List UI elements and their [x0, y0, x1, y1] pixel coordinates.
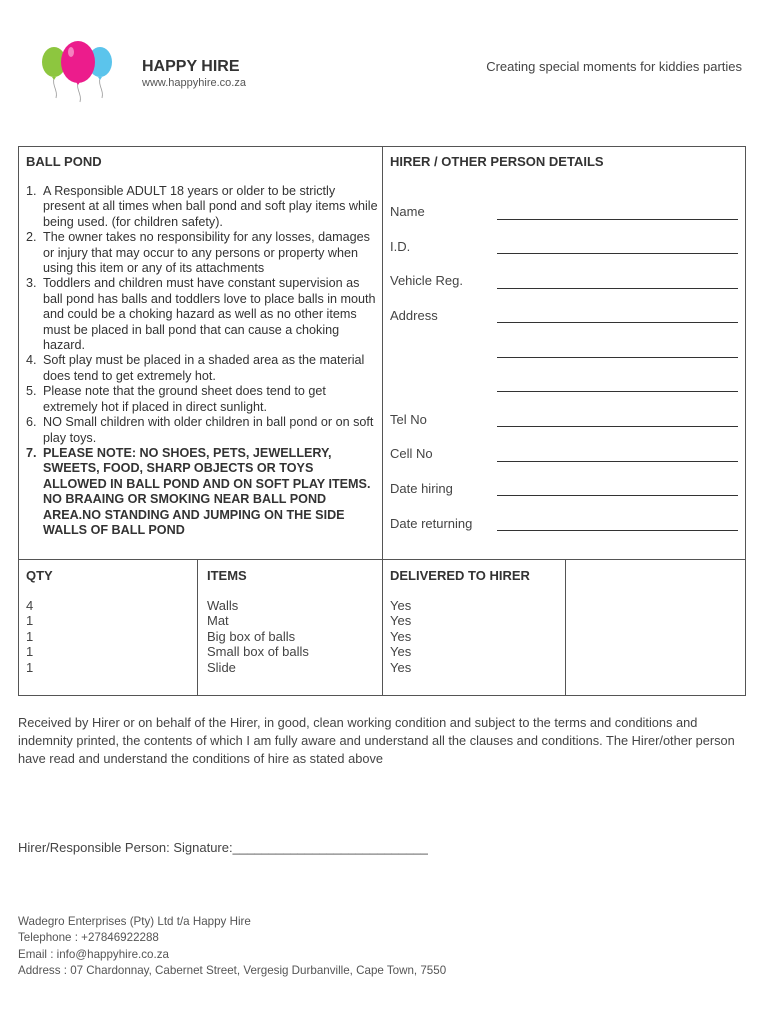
tagline: Creating special moments for kiddies parties: [486, 59, 742, 74]
hirer-details-heading: HIRER / OTHER PERSON DETAILS: [390, 154, 604, 169]
date-hiring-field[interactable]: [497, 495, 738, 496]
row-divider: [18, 559, 746, 560]
balloons-logo-icon: [38, 38, 118, 104]
rule-item: 5. Please note that the ground sheet does tend to get extremely hot if placed in direct sunlight.: [26, 384, 326, 414]
address-field-line-3[interactable]: [497, 391, 738, 392]
vehicle-reg-label: Vehicle Reg.: [390, 273, 463, 288]
delivered-column: [390, 598, 411, 675]
items-column: [207, 598, 309, 675]
qty-cell: 1: [26, 644, 34, 660]
telephone: Telephone : +27846922288: [18, 931, 159, 945]
item-cell: Mat: [207, 613, 229, 629]
tel-no-label: Tel No: [390, 412, 427, 427]
delivered-cell: Yes: [390, 644, 412, 660]
cell-no-field[interactable]: [497, 461, 738, 462]
qty-column: [26, 598, 33, 675]
id-field[interactable]: [497, 253, 738, 254]
delivered-cell: Yes: [390, 659, 412, 675]
rule-item: 6. NO Small children with older children in ball pond or on soft play toys.: [26, 415, 374, 445]
qty-column-header: QTY: [26, 568, 53, 583]
address: Address : 07 Chardonnay, Cabernet Street, Vergesig Durbanville, Cape Town, 7550: [18, 964, 447, 978]
date-returning-field[interactable]: [497, 530, 738, 531]
website-link[interactable]: www.happyhire.co.za: [142, 77, 246, 89]
footer-contact: [18, 914, 446, 980]
ball-pond-rules: [26, 184, 378, 538]
rule-item: 1. A Responsible ADULT 18 years or older to be strictly present at all times when ball pond and soft play items while being used. (for children safety).: [26, 184, 378, 229]
item-cell: Walls: [207, 598, 239, 613]
item-cell: Big box of balls: [207, 628, 296, 644]
delivered-cell: Yes: [390, 613, 412, 629]
items-column-header: ITEMS: [207, 568, 247, 583]
address-field-line-2[interactable]: [497, 357, 738, 358]
rule-item: 3. Toddlers and children must have constant supervision as ball pond has balls and toddlers love to place balls in mouth and could be a choking hazard as well as no other items must be placed in ball pond that can cause a choking hazard.: [26, 276, 376, 353]
item-cell: Slide: [207, 659, 236, 675]
item-cell: Small box of balls: [207, 644, 309, 660]
receipt-statement: Received by Hirer or on behalf of the Hirer, in good, clean working condition and subject to the terms and conditions and indemnity printed, the contents of which I am fully aware and understand all the clauses and conditions. The Hirer/other person have read and understand the conditions of hire as stated above: [18, 715, 735, 766]
cell-no-label: Cell No: [390, 446, 433, 461]
name-label: Name: [390, 204, 425, 219]
rule-item: 4. Soft play must be placed in a shaded area as the material does tend to get extremely hot.: [26, 353, 365, 383]
ball-pond-heading: BALL POND: [26, 154, 102, 169]
delivered-cell: Yes: [390, 598, 412, 613]
date-hiring-label: Date hiring: [390, 481, 453, 496]
qty-cell: 1: [26, 659, 34, 675]
brand-name: HAPPY HIRE: [142, 58, 240, 75]
address-field-line-1[interactable]: [497, 322, 738, 323]
email: Email : info@happyhire.co.za: [18, 947, 169, 961]
rule-item: 2. The owner takes no responsibility for any losses, damages or injury that may occur to any persons or property when using this item or any of its attachments: [26, 230, 370, 276]
company-name: Wadegro Enterprises (Pty) Ltd t/a Happy Hire: [18, 915, 251, 928]
qty-cell: 1: [26, 628, 34, 644]
qty-cell: 1: [26, 613, 34, 629]
delivered-cell: Yes: [390, 628, 412, 644]
signature-line[interactable]: Hirer/Responsible Person: Signature:___________________________: [18, 840, 428, 855]
qty-cell: 4: [26, 598, 34, 613]
address-label: Address: [390, 308, 438, 323]
column-divider-qty: [197, 559, 198, 696]
column-divider-delivered: [565, 559, 566, 696]
vehicle-reg-field[interactable]: [497, 288, 738, 289]
tel-no-field[interactable]: [497, 426, 738, 427]
column-divider: [382, 146, 383, 696]
name-field[interactable]: [497, 219, 738, 220]
date-returning-label: Date returning: [390, 516, 473, 531]
rule-item-important: 7. PLEASE NOTE: NO SHOES, PETS, JEWELLERY, SWEETS, FOOD, SHARP OBJECTS OR TOYS ALLOWED IN BALL POND AND ON SOFT PLAY ITEMS. NO BRAAING OR SMOKING NEAR BALL POND AREA.NO STANDING AND JUMPING ON THE SIDE WALLS OF BALL POND: [26, 445, 371, 537]
id-label: I.D.: [390, 239, 411, 254]
delivered-column-header: DELIVERED TO HIRER: [390, 568, 530, 583]
